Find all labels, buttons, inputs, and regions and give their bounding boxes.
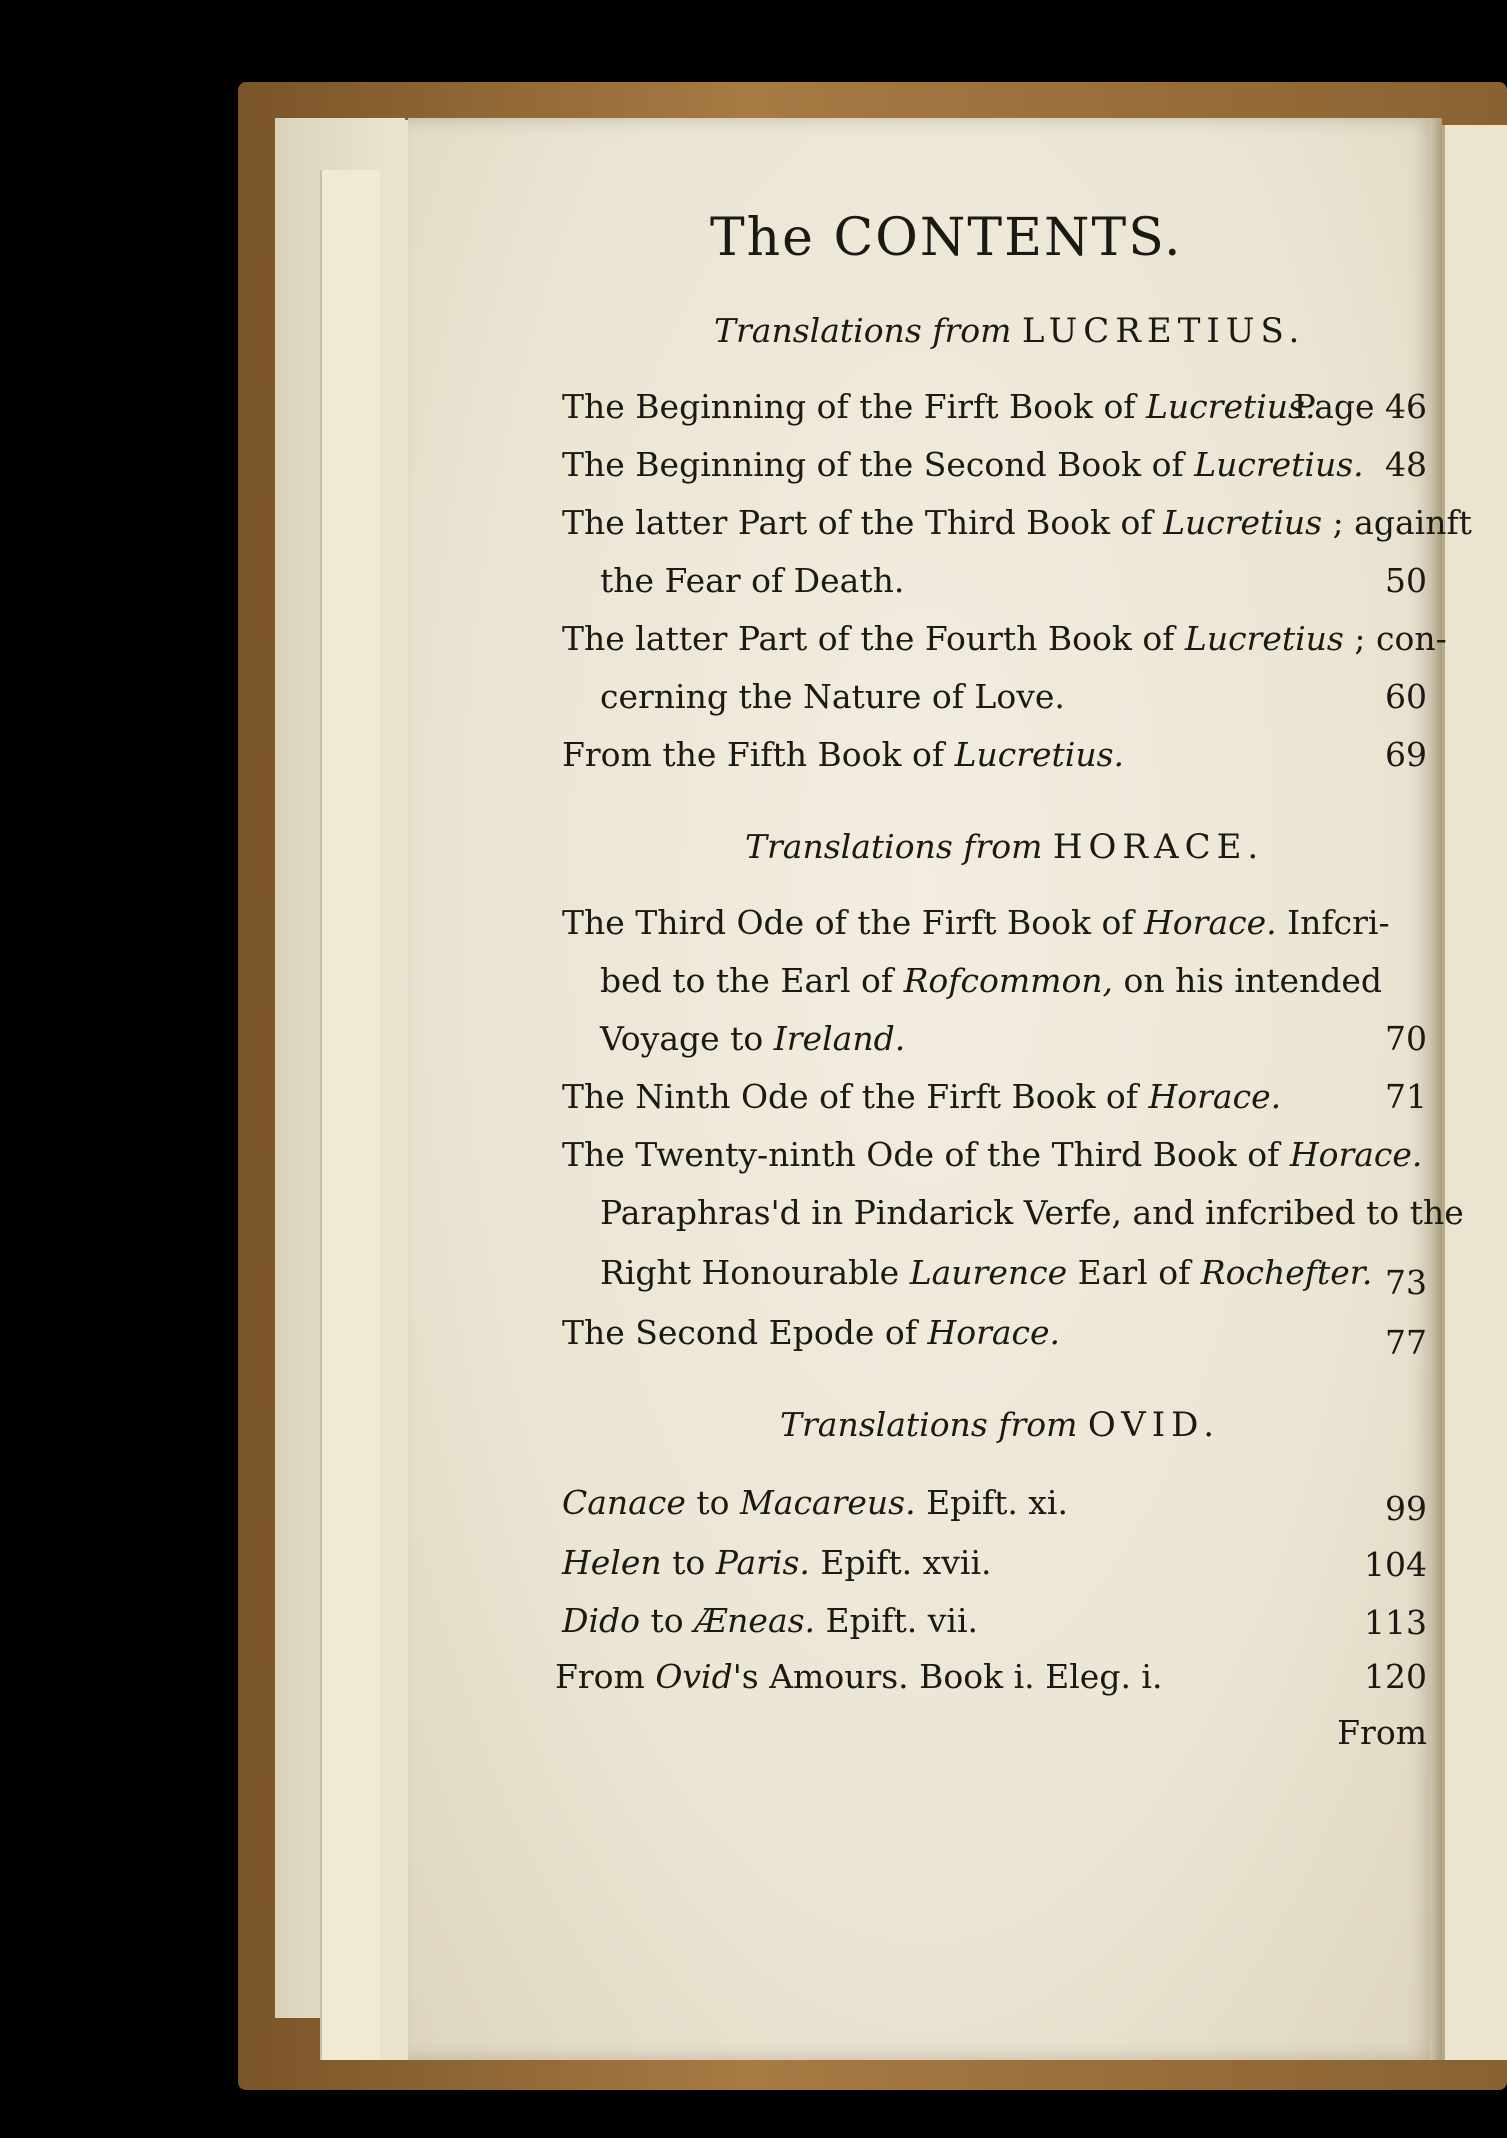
entry-page: 60: [1385, 677, 1427, 716]
entry-page: 73: [1385, 1263, 1427, 1302]
entry-lucretius-5: From the Fifth Book of Lucretius.: [562, 735, 1125, 774]
section-heading-ovid: Translations from OVID.: [780, 1405, 1221, 1445]
entry-horace-3: The Twenty-ninth Ode of the Third Book of Horace.: [562, 1135, 1423, 1174]
page-edge: [380, 120, 409, 2060]
entry-lucretius-1: The Beginning of the Firft Book of Lucretius.: [562, 387, 1316, 426]
gutter: [1430, 118, 1442, 2060]
section-heading-horace: Translations from HORACE.: [745, 827, 1265, 867]
entry-ovid-1: Canace to Macareus. Epift. xi.: [562, 1483, 1068, 1522]
entry-page: 77: [1385, 1323, 1427, 1362]
section-heading-lucretius: Translations from LUCRETIUS.: [714, 311, 1306, 351]
entry-lucretius-4: The latter Part of the Fourth Book of Lucretius ; con-: [562, 619, 1447, 658]
entry-page: 99: [1385, 1489, 1427, 1528]
entry-page: 113: [1364, 1603, 1427, 1642]
entry-page: 120: [1364, 1657, 1427, 1696]
entry-lucretius-4-cont: cerning the Nature of Love.: [600, 677, 1065, 716]
entry-page: 50: [1385, 561, 1427, 600]
entry-page: 48: [1385, 445, 1427, 484]
entry-page: 70: [1385, 1019, 1427, 1058]
facing-page-edge: [1442, 125, 1507, 2060]
entry-horace-3-cont2: Right Honourable Laurence Earl of Rochefter.: [600, 1253, 1373, 1292]
entry-page: Page 46: [1293, 387, 1427, 426]
entry-ovid-3: Dido to Æneas. Epift. vii.: [562, 1601, 979, 1640]
entry-horace-4: The Second Epode of Horace.: [562, 1313, 1061, 1352]
entry-lucretius-3: The latter Part of the Third Book of Lucretius ; againft: [562, 503, 1472, 542]
entry-page: 71: [1385, 1077, 1427, 1116]
entry-horace-1-cont2: Voyage to Ireland.: [600, 1019, 906, 1058]
entry-page: 69: [1385, 735, 1427, 774]
entry-ovid-2: Helen to Paris. Epift. xvii.: [562, 1543, 992, 1582]
entry-horace-2: The Ninth Ode of the Firft Book of Horace.: [562, 1077, 1282, 1116]
page-title: The CONTENTS.: [710, 208, 1183, 268]
entry-lucretius-3-cont: the Fear of Death.: [600, 561, 905, 600]
entry-horace-1-cont: bed to the Earl of Rofcommon, on his intended: [600, 961, 1383, 1000]
entry-lucretius-2: The Beginning of the Second Book of Lucretius.: [562, 445, 1364, 484]
entry-ovid-4: From Ovid's Amours. Book i. Eleg. i.: [555, 1657, 1163, 1696]
entry-horace-1: The Third Ode of the Firft Book of Horace. Infcri-: [562, 903, 1390, 942]
entry-page: 104: [1364, 1545, 1427, 1584]
catchword: From: [1337, 1713, 1427, 1752]
entry-horace-3-cont: Paraphras'd in Pindarick Verfe, and infcribed to the: [600, 1193, 1464, 1232]
